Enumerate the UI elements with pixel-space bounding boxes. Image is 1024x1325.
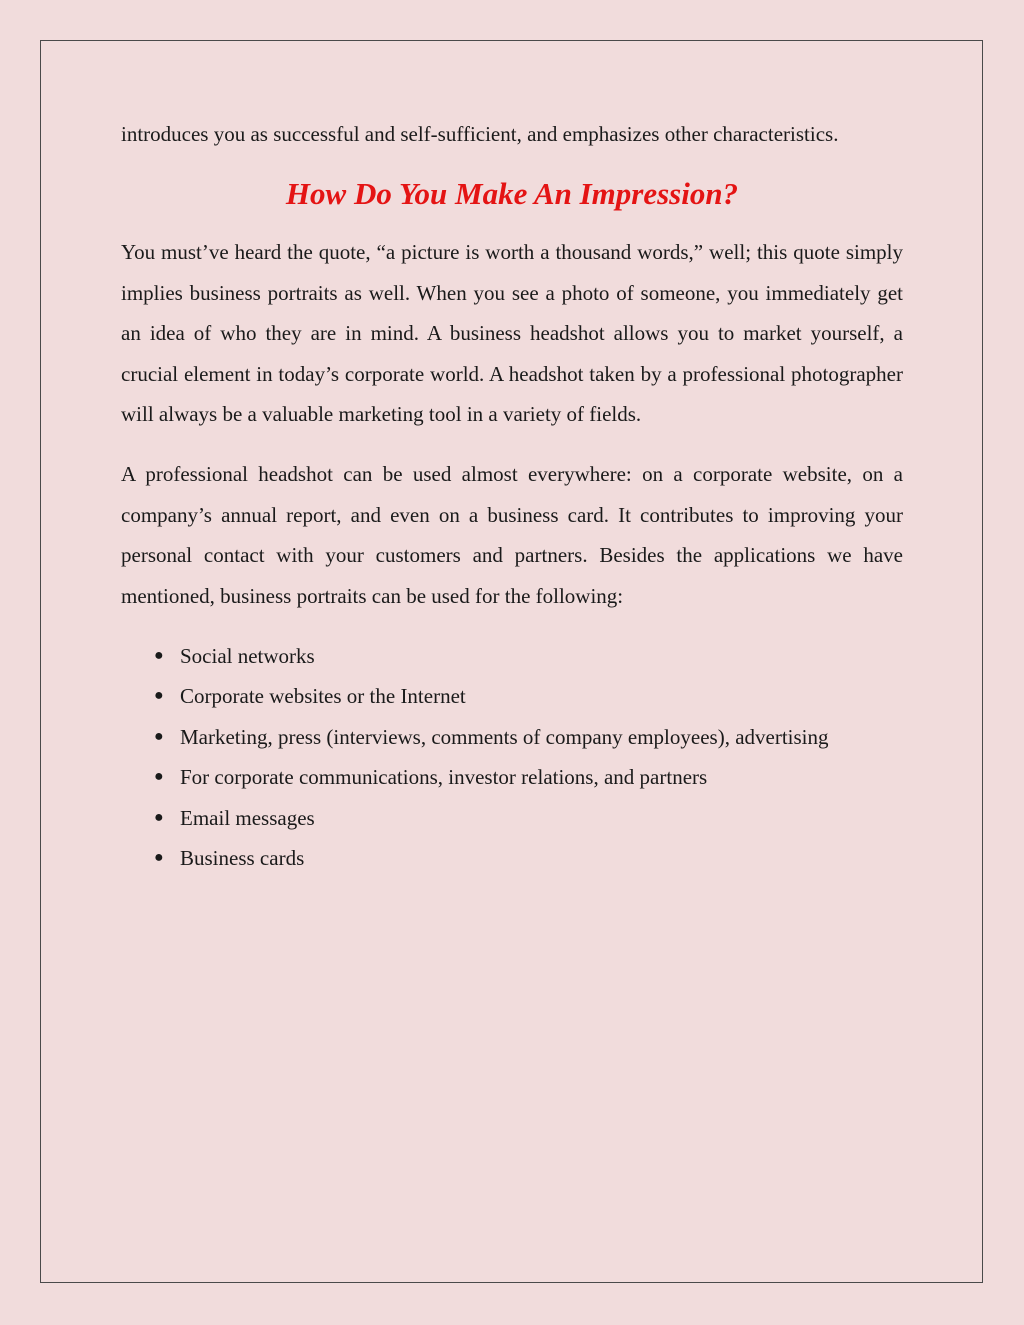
list-item-text: Corporate websites or the Internet <box>180 684 466 709</box>
list-item <box>121 717 903 757</box>
list-item-text: Social networks <box>180 644 315 669</box>
bullet-icon: ● <box>154 808 164 826</box>
body-paragraph-2: A professional headshot can be used almost everywhere: on a corporate website, on a company’s annual report, and even on a business card. It contributes to improving your personal contact with your customers and partners. Besides the applications we have mentioned, business portraits can be used for the following: <box>121 462 903 608</box>
bullet-icon: ● <box>154 687 164 705</box>
list-item-text: Marketing, press (interviews, comments of company employees), advertising <box>180 724 829 749</box>
list-item <box>121 838 903 878</box>
bullet-icon: ● <box>154 768 164 786</box>
list-item <box>121 757 903 797</box>
bullet-icon: ● <box>154 849 164 867</box>
list-item <box>121 676 903 716</box>
bullet-list <box>121 636 903 878</box>
list-item <box>121 636 903 676</box>
list-item-text: For corporate communications, investor relations, and partners <box>180 765 708 790</box>
list-item-text: Email messages <box>180 805 315 830</box>
bullet-icon: ● <box>154 727 164 745</box>
body-paragraph-1: You must’ve heard the quote, “a picture is worth a thousand words,” well; this quote simply implies business portraits as well. When you see a photo of someone, you immediately get an idea of who they are in mind. A business headshot allows you to market yourself, a crucial element in today’s corporate world. A headshot taken by a professional photographer will always be a valuable marketing tool in a variety of fields. <box>121 240 903 427</box>
bullet-icon: ● <box>154 647 164 665</box>
intro-paragraph: introduces you as successful and self-sufficient, and emphasizes other characteristics. <box>121 122 839 146</box>
list-item-text: Business cards <box>180 846 305 871</box>
section-heading: How Do You Make An Impression? <box>285 176 739 212</box>
document-content <box>121 114 903 879</box>
list-item <box>121 798 903 838</box>
